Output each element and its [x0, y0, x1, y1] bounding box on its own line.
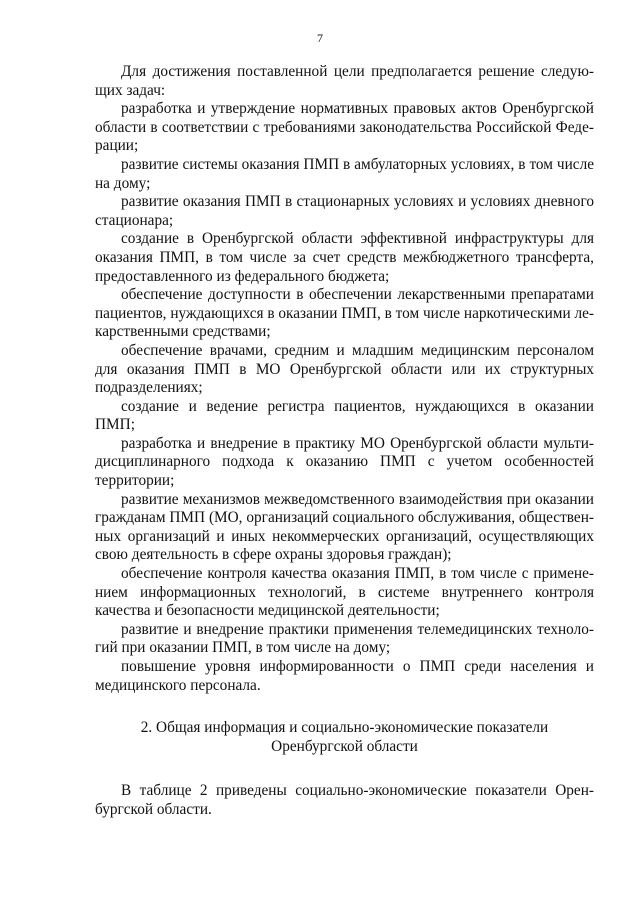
task-item: создание в Оренбургской области эффективной инфраструктуры для оказания ПМП, в том числе за счет средств межбюджетного трансферта, предоставленного из федерального бюджета; — [95, 230, 594, 285]
task-item: развитие системы оказания ПМП в амбулаторных условиях, в том числе на дому; — [95, 155, 594, 192]
paragraph-intro: Для достижения поставленной цели предполагается решение следующих задач: — [95, 63, 594, 99]
page-number: 7 — [317, 31, 323, 45]
task-item: развитие механизмов межведомственного взаимодействия при оказании гражданам ПМП (МО, организаций социального обслуживания, общественных организаций и иных некоммерческих организаций, осуществляющих свою деятельность в сфере охраны здоровья граждан); — [95, 490, 594, 564]
task-item: разработка и внедрение в практику МО Оренбургской области мультидисциплинарного подхода к оказанию ПМП с учетом особенностей территории; — [95, 434, 594, 490]
task-item: создание и ведение регистра пациентов, нуждающихся в оказании ПМП; — [95, 397, 594, 434]
section-heading — [95, 719, 594, 756]
body-text — [95, 63, 594, 820]
section-heading-line-2: Оренбургской области — [271, 737, 418, 755]
task-item: обеспечение врачами, средним и младшим медицинским персоналом для оказания ПМП в МО Оренбургской области или их структурных подразделениях; — [95, 341, 594, 397]
task-item: обеспечение доступности в обеспечении лекарственными препаратами пациентов, нуждающихся в оказании ПМП, в том числе наркотическими лекарственными средствами; — [95, 286, 594, 341]
task-item: разработка и утверждение нормативных правовых актов Оренбургской области в соответствии с требованиями законодательства Российской Федерации; — [95, 100, 594, 155]
task-item: развитие и внедрение практики применения телемедицинских технологий при оказании ПМП, в том числе на дому; — [95, 620, 594, 657]
closing-paragraph: В таблице 2 приведены социально-экономические показатели Оренбургской области. — [95, 782, 594, 818]
task-item: повышение уровня информированности о ПМП среди населения и медицинского персонала. — [95, 658, 594, 694]
task-item: обеспечение контроля качества оказания ПМП, в том числе с применением информационных технологий, в системе внутреннего контроля качества и безопасности медицинской деятельности; — [95, 565, 594, 620]
section-heading-line-1: 2. Общая информация и социально-экономические показатели — [140, 719, 549, 737]
task-item: развитие оказания ПМП в стационарных условиях и условиях дневного стационара; — [95, 193, 594, 229]
